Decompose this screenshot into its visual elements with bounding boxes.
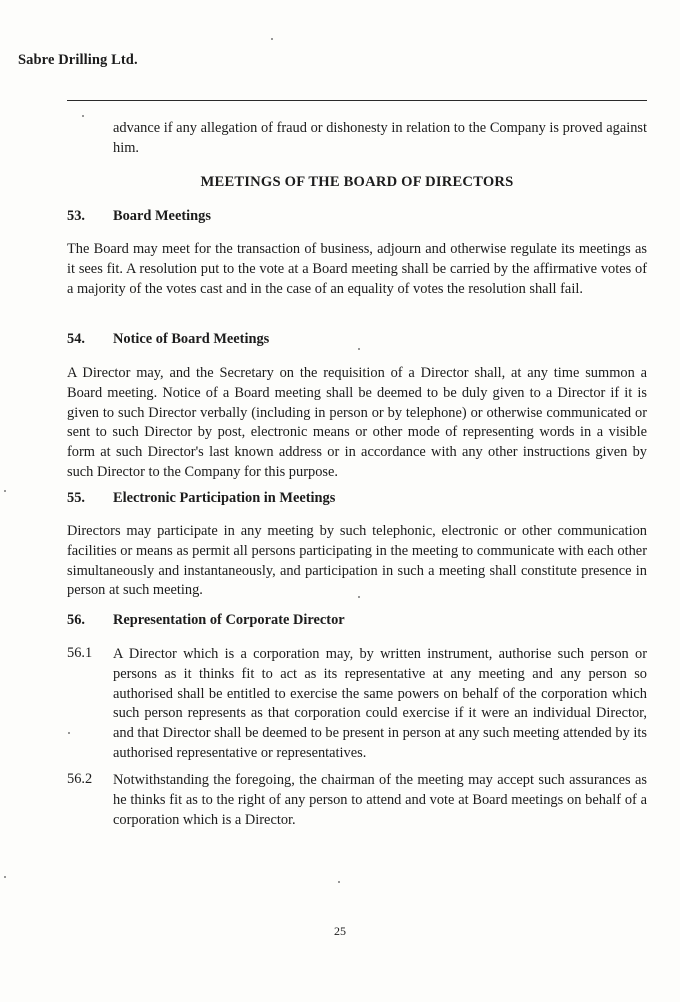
scan-speck: [4, 490, 6, 492]
clause-53-heading: [67, 208, 211, 225]
scan-speck: [68, 732, 70, 734]
continuation-paragraph: advance if any allegation of fraud or dishonesty in relation to the Company is proved against him.: [113, 120, 647, 156]
header-company-name: Sabre Drilling Ltd.: [18, 52, 138, 68]
section-title: MEETINGS OF THE BOARD OF DIRECTORS: [200, 174, 514, 190]
clause-number: 53.: [67, 208, 85, 224]
subclause-56-1-text: A Director which is a corporation may, by written instrument, authorise such person or persons as it thinks fit to act as its representative at any meeting and any person so authorised shall be entitled to exercise the same powers on behalf of the corporation which such person represents as that corporation could exercise if it were an individual Director, and that Director shall be deemed to be present in person at any such meeting attended by its authorised representative or representatives.: [113, 646, 647, 761]
clause-title: Board Meetings: [113, 208, 211, 224]
subclause-56-1-number: 56.1: [67, 645, 93, 661]
clause-55-heading: [67, 490, 335, 507]
page-number: 25: [334, 924, 346, 938]
scan-speck: [271, 38, 273, 40]
scan-speck: [358, 596, 360, 598]
clause-54-text: A Director may, and the Secretary on the requisition of a Director shall, at any time summon a Board meeting. Notice of a Board meeting shall be deemed to be duly given to a Director if it is given to such Director verbally (including in person or by telephone) or otherwise communicated or sent to such Director by post, electronic means or other mode of representing words in a visible form at such Director's last known address or in accordance with any other instructions given by such Director to the Company for this purpose.: [67, 365, 647, 480]
clause-number: 54.: [67, 331, 85, 347]
subclause-56-2-number: 56.2: [67, 771, 93, 787]
header-divider: [67, 100, 647, 101]
scan-speck: [4, 876, 6, 878]
scan-speck: [338, 881, 340, 883]
scan-speck: [358, 348, 360, 350]
clause-54-heading: [67, 331, 269, 348]
clause-title: Notice of Board Meetings: [113, 331, 270, 347]
clause-56-heading: [67, 612, 345, 629]
clause-title: Electronic Participation in Meetings: [113, 490, 336, 506]
clause-55-text: Directors may participate in any meeting by such telephonic, electronic or other communication facilities or means as permit all persons participating in the meeting to communicate with each other simultaneously and instantaneously, and participation in such a meeting shall constitute presence in person at such meeting.: [67, 523, 647, 599]
clause-title: Representation of Corporate Director: [113, 612, 345, 628]
clause-number: 56.: [67, 612, 85, 628]
clause-number: 55.: [67, 490, 85, 506]
subclause-56-2-text: Notwithstanding the foregoing, the chairman of the meeting may accept such assurances as he thinks fit as to the right of any person to attend and vote at Board meetings on behalf of a corporation which is a Director.: [113, 772, 647, 828]
clause-53-text: The Board may meet for the transaction of business, adjourn and otherwise regulate its meetings as it sees fit. A resolution put to the vote at a Board meeting shall be carried by the affirmative votes of a majority of the votes cast and in the case of an equality of votes the resolution shall fail.: [67, 241, 647, 297]
scan-speck: [82, 115, 84, 117]
